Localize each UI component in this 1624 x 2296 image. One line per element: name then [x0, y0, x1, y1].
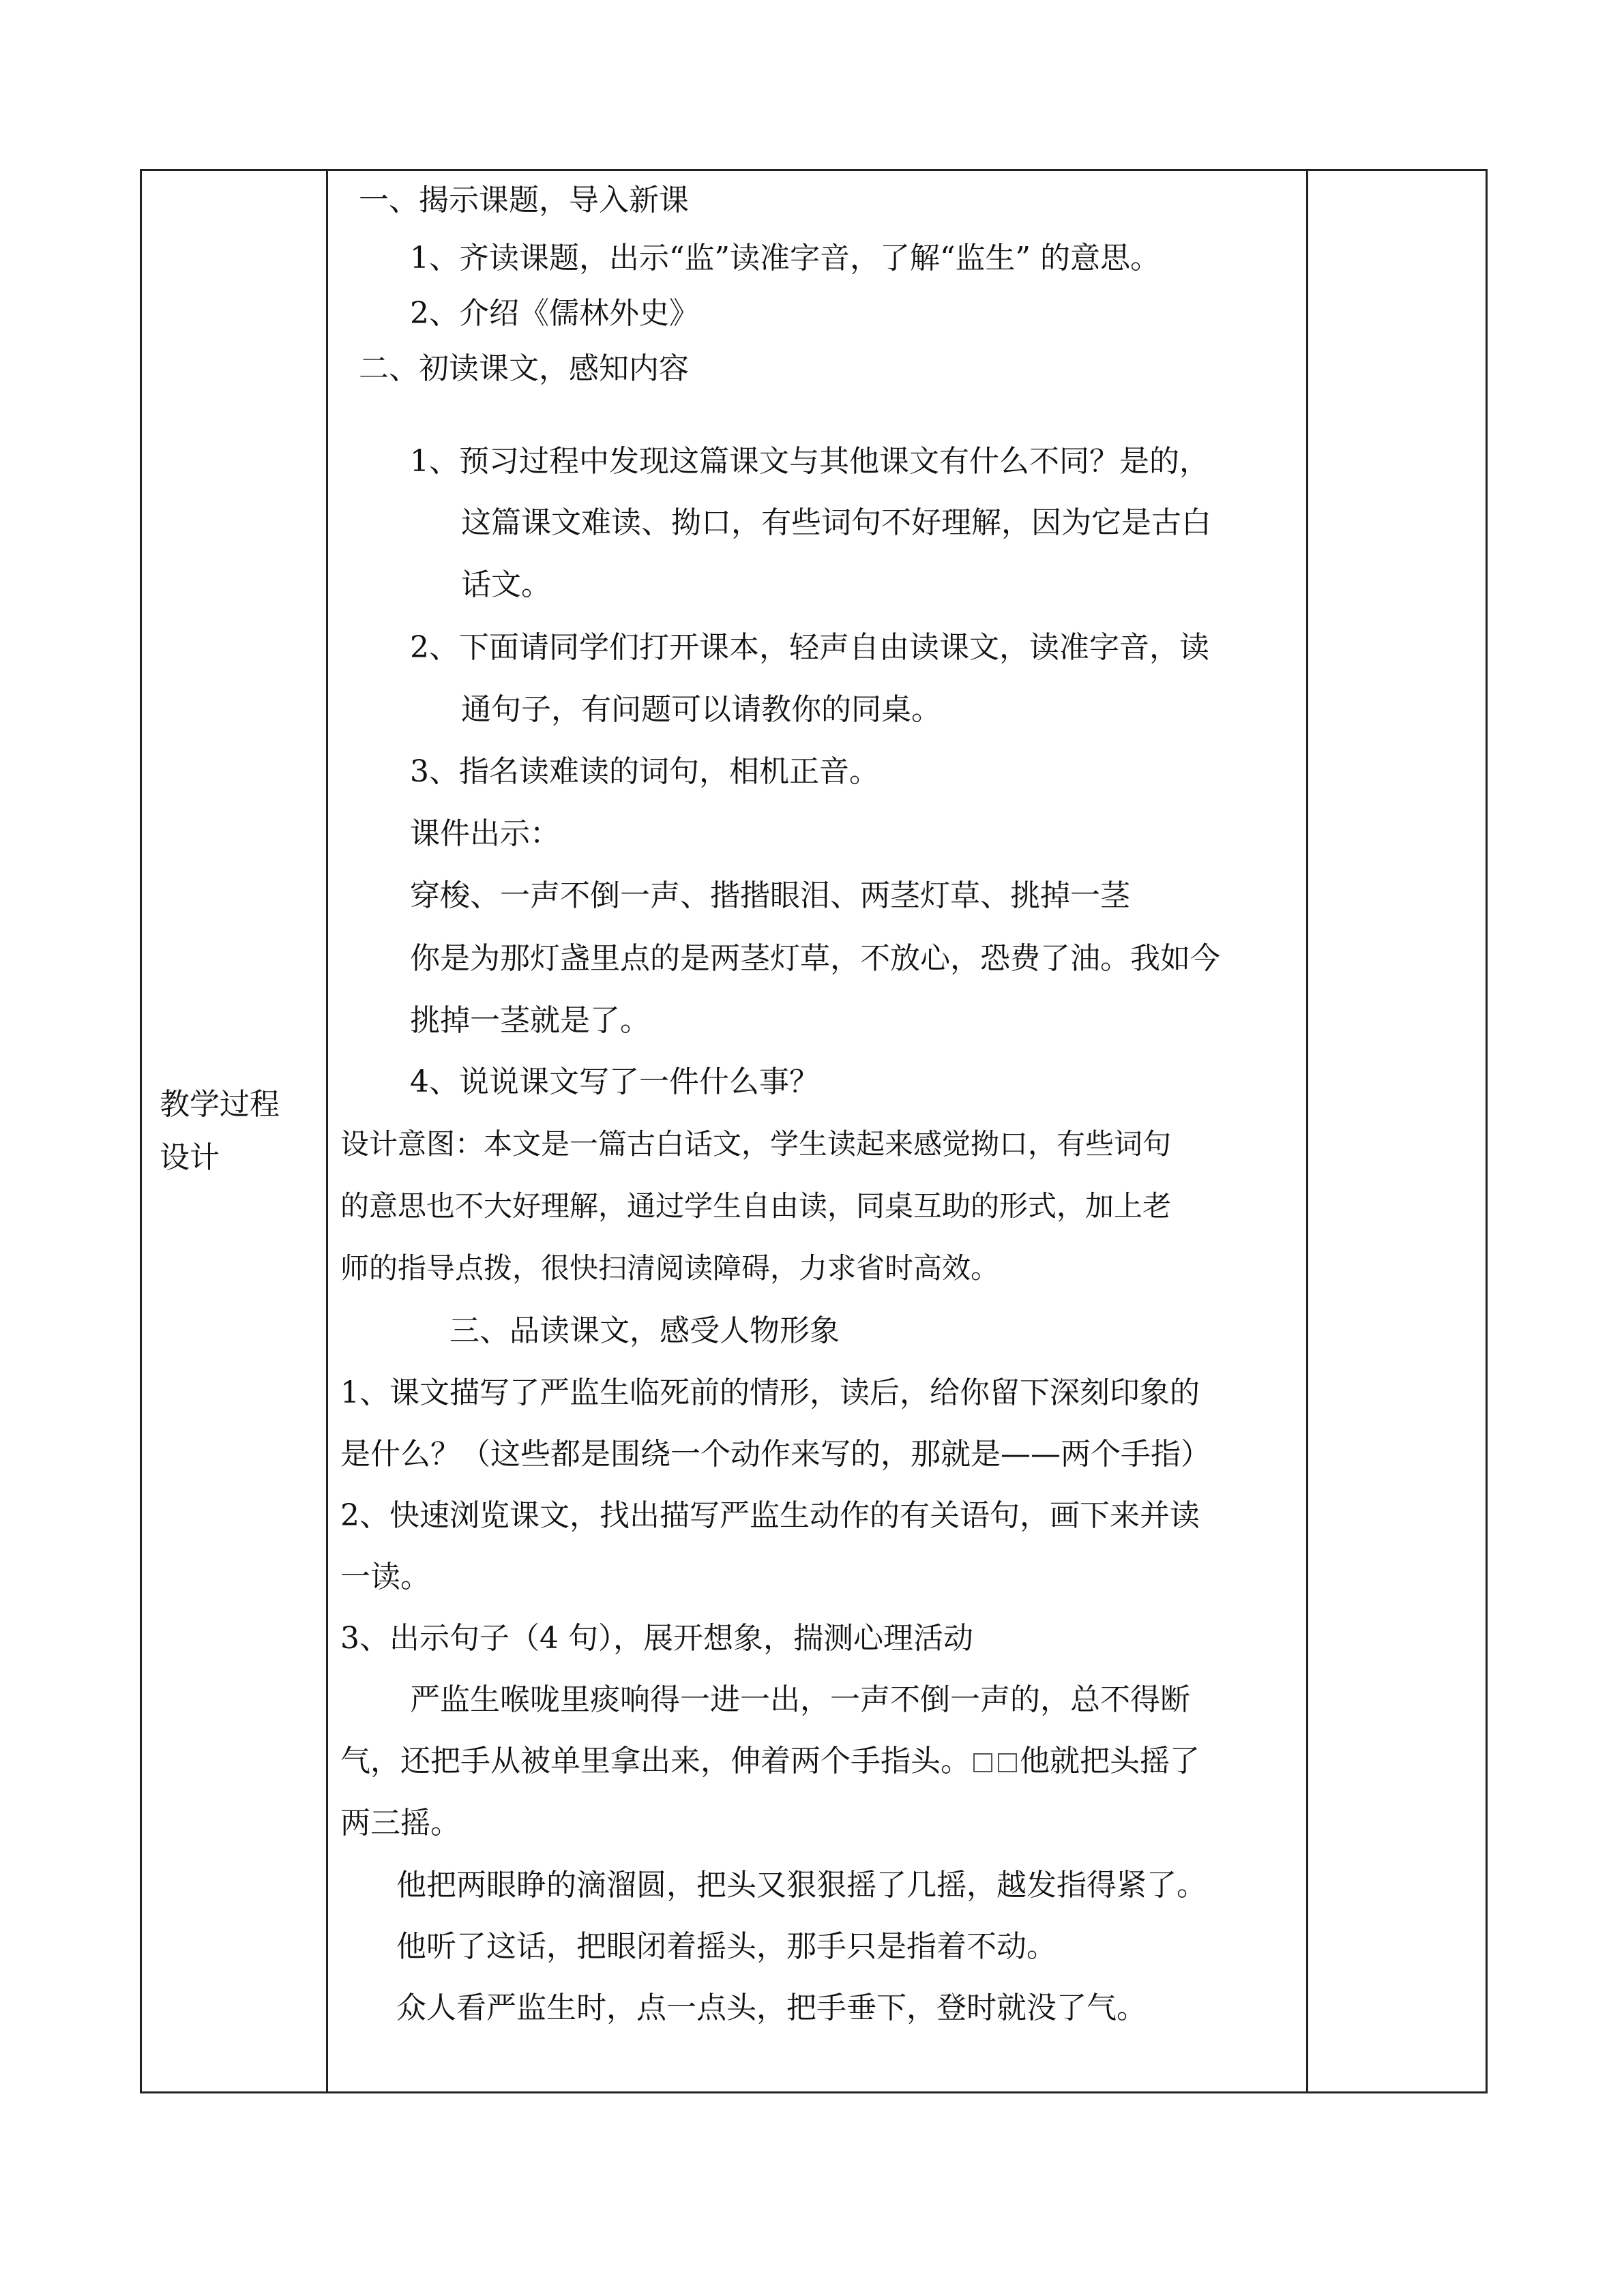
content-line: 他听了这话，把眼闭着摇头，那手只是指着不动。: [396, 1929, 1057, 1964]
content-line: 是什么？（这些都是围绕一个动作来写的，那就是——两个手指）: [340, 1437, 1211, 1472]
lesson-content: [328, 171, 1306, 2091]
content-line: 1、预习过程中发现这篇课文与其他课文有什么不同？是的，: [410, 444, 1209, 479]
content-line: 通句子，有问题可以请教你的同桌。: [461, 692, 941, 727]
content-cell: [327, 170, 1308, 2093]
content-line: 众人看严监生时，点一点头，把手垂下，登时就没了气。: [396, 1991, 1147, 2025]
row-label-cell: [141, 170, 327, 2093]
content-line: 严监生喉咙里痰响得一进一出，一声不倒一声的，总不得断: [410, 1682, 1190, 1717]
content-line: 挑掉一茎就是了。: [410, 1003, 650, 1038]
content-line: 4、说说课文写了一件什么事？: [410, 1064, 819, 1099]
note-line: 设计意图：本文是一篇古白话文，学生读起来感觉拗口，有些词句: [340, 1127, 1172, 1161]
content-line: 一读。: [340, 1560, 430, 1594]
content-line: 穿梭、一声不倒一声、揩揩眼泪、两茎灯草、挑掉一茎: [410, 878, 1130, 913]
section-heading: 三、品读课文，感受人物形象: [449, 1313, 840, 1348]
content-line: 2、快速浏览课文，找出描写严监生动作的有关语句，画下来并读: [340, 1498, 1200, 1533]
row-label-line: 设计: [160, 1140, 220, 1175]
row-label-line: 教学过程: [160, 1087, 280, 1122]
note-line: 的意思也不大好理解，通过学生自由读，同桌互助的形式，加上老: [340, 1189, 1172, 1223]
content-line: 课件出示：: [410, 816, 560, 851]
content-line: 2、下面请同学们打开课本，轻声自由读课文，读准字音，读: [410, 630, 1209, 665]
notes-cell: [1308, 170, 1487, 2093]
content-line: 1、课文描写了严监生临死前的情形，读后，给你留下深刻印象的: [340, 1375, 1200, 1410]
note-line: 师的指导点拨，很快扫清阅读障碍，力求省时高效。: [340, 1251, 1000, 1285]
content-line: 这篇课文难读、拗口，有些词句不好理解，因为它是古白: [461, 505, 1211, 540]
section-heading: 一、揭示课题，导入新课: [359, 183, 689, 218]
missing-char-box: [973, 1753, 992, 1772]
content-text: 他就把头摇了: [1020, 1744, 1200, 1778]
content-line: 3、指名读难读的词句，相机正音。: [410, 754, 879, 789]
content-line: 两三摇。: [340, 1806, 460, 1840]
content-line: [340, 1746, 1200, 1776]
content-line: 1、齐读课题，出示“监”读准字音，了解“监生” 的意思。: [410, 241, 1160, 275]
content-line: 2、介绍《儒林外史》: [410, 296, 699, 331]
missing-char-box: [998, 1753, 1017, 1772]
section-heading: 二、初读课文，感知内容: [359, 351, 689, 386]
row-label: [142, 1078, 326, 1184]
content-line: 他把两眼睁的滴溜圆，把头又狠狠摇了几摇，越发指得紧了。: [396, 1868, 1207, 1903]
content-line: 3、出示句子（4 句），展开想象，揣测心理活动: [340, 1621, 973, 1656]
lesson-table: [140, 169, 1488, 2093]
teaching-process-row: [141, 170, 1487, 2093]
content-line: 你是为那灯盏里点的是两茎灯草，不放心，恐费了油。我如今: [410, 941, 1220, 976]
content-text: 气，还把手从被单里拿出来，伸着两个手指头。: [340, 1744, 971, 1778]
content-line: 话文。: [461, 567, 551, 602]
